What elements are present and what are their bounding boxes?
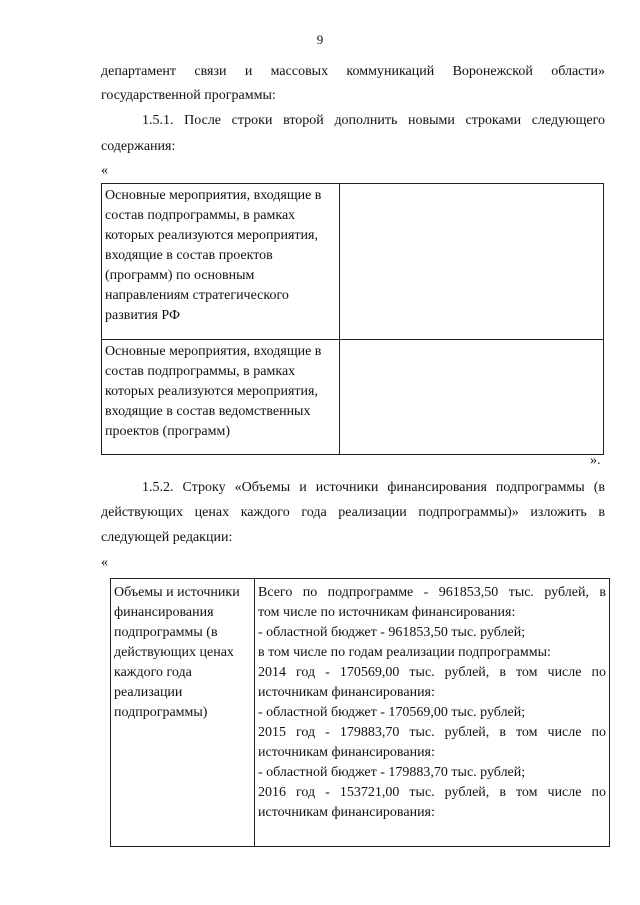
paragraph-2-line-2: содержания: [101,139,176,154]
cell-line: состав подпрограммы, в рамках [105,364,296,379]
table-row [102,184,604,340]
row-2-label [102,340,339,442]
cell-line: состав подпрограммы, в рамках [105,208,296,223]
paragraph-2-line-1: 1.5.1. После строки второй дополнить новыми строками следующего [142,113,605,128]
financing-content [255,579,609,823]
opening-quote: « [101,163,108,178]
cell-line: которых реализуются мероприятия, [105,384,318,399]
cell-line: развития РФ [105,308,181,323]
closing-quote: ». [590,453,601,468]
cell-line: том числе по источникам финансирования: [258,605,516,620]
cell-line: входящие в состав проектов [105,248,273,263]
page-number: 9 [316,32,324,47]
cell-line: подпрограммы (в [114,625,218,640]
table-cell [111,579,255,847]
subprogram-activities-table [101,183,604,455]
cell-line: финансирования [114,605,214,620]
cell-line: - областной бюджет - 170569,00 тыс. рублей; [258,705,526,720]
cell-line: Основные мероприятия, входящие в [105,188,322,203]
cell-line: в том числе по годам реализации подпрограммы: [258,645,551,660]
cell-line: которых реализуются мероприятия, [105,228,318,243]
cell-line: Объемы и источники [114,585,240,600]
paragraph-3-line-3: следующей редакции: [101,530,233,545]
cell-line: входящие в состав ведомственных [105,404,311,419]
paragraph-1-line-2: государственной программы: [101,88,276,103]
empty-cell [340,184,604,340]
cell-line: Всего по подпрограмме - 961853,50 тыс. рублей, в [258,585,606,600]
table-row [102,340,604,455]
paragraph-3-line-2: действующих ценах каждого года реализации подпрограммы)» изложить в [101,505,605,520]
cell-line: (программ) по основным [105,268,255,283]
cell-line: каждого года [114,665,192,680]
cell-line: направлениям стратегического [105,288,289,303]
paragraph-1-line-1: департамент связи и массовых коммуникаций Воронежской области» [101,64,605,79]
empty-cell [340,340,604,455]
cell-line: - областной бюджет - 179883,70 тыс. рублей; [258,765,526,780]
cell-line: 2016 год - 153721,00 тыс. рублей, в том числе по [258,785,606,800]
table-cell [255,579,610,847]
table-cell [102,340,340,455]
cell-line: подпрограммы) [114,705,208,720]
table-cell [102,184,340,340]
opening-quote: « [101,555,108,570]
cell-line: реализации [114,685,183,700]
cell-line: - областной бюджет - 961853,50 тыс. рублей; [258,625,526,640]
row-1-label [102,184,339,326]
financing-label [111,579,254,723]
cell-line: источникам финансирования: [258,805,435,820]
cell-line: 2014 год - 170569,00 тыс. рублей, в том числе по [258,665,606,680]
paragraph-3-line-1: 1.5.2. Строку «Объемы и источники финансирования подпрограммы (в [142,480,605,495]
cell-line: источникам финансирования: [258,685,435,700]
table-row [111,579,610,847]
cell-line: проектов (программ) [105,424,231,439]
cell-line: Основные мероприятия, входящие в [105,344,322,359]
cell-line: 2015 год - 179883,70 тыс. рублей, в том числе по [258,725,606,740]
cell-line: действующих ценах [114,645,234,660]
financing-table [110,578,610,847]
cell-line: источникам финансирования: [258,745,435,760]
